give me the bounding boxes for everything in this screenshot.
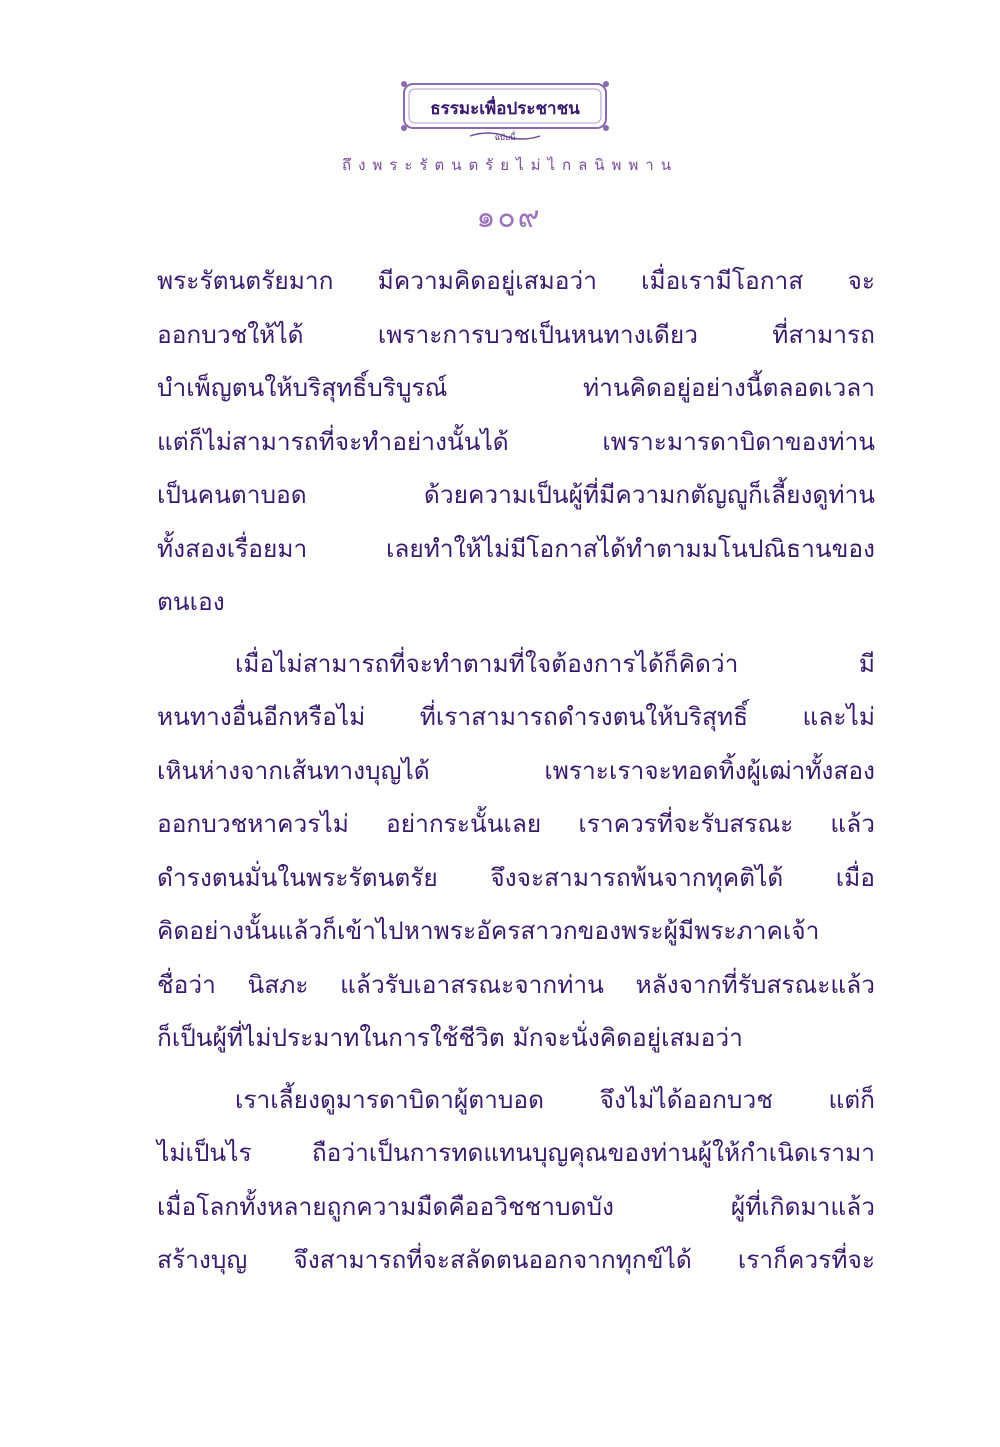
- text-line: บำเพ็ญตนให้บริสุทธิ์บริบูรณ์ ท่านคิดอยู่อย่างนี้ตลอดเวลา: [157, 373, 875, 402]
- logo-subtitle: ฉบับนี้: [494, 133, 516, 142]
- text-line: ออกบวชหาควรไม่ อย่ากระนั้นเลย เราควรที่จะรับสรณะ แล้ว: [157, 809, 875, 838]
- text-line: เมื่อไม่สามารถที่จะทำตามที่ใจต้องการได้ก็คิดว่า มี: [235, 648, 875, 678]
- publication-logo: [400, 78, 610, 144]
- text-line: เราเลี้ยงดูมารดาบิดาผู้ตาบอด จึงไม่ได้ออกบวช แต่ก็: [235, 1084, 875, 1114]
- text-line: สร้างบุญ จึงสามารถที่จะสลัดตนออกจากทุกข์ได้ เราก็ควรที่จะ: [157, 1245, 875, 1274]
- text-line: ทั้งสองเรื่อยมา เลยทำให้ไม่มีโอกาสได้ทำตามมโนปณิธานของ: [157, 533, 875, 563]
- text-line: หนทางอื่นอีกหรือไม่ ที่เราสามารถดำรงตนให้บริสุทธิ์ และไม่: [157, 702, 875, 731]
- text-line: ตนเอง: [157, 587, 225, 616]
- text-line: เหินห่างจากเส้นทางบุญได้ เพราะเราจะทอดทิ้งผู้เฒ่าทั้งสอง: [157, 755, 875, 785]
- text-line: ไม่เป็นไร ถือว่าเป็นการทดแทนบุญคุณของท่านผู้ให้กำเนิดเรามา: [157, 1138, 875, 1167]
- page-number: ๑๐๙: [476, 200, 542, 235]
- text-line: เป็นคนตาบอด ด้วยความเป็นผู้ที่มีความกตัญญูก็เลี้ยงดูท่าน: [157, 480, 875, 509]
- text-line: พระรัตนตรัยมาก มีความคิดอยู่เสมอว่า เมื่อเรามีโอกาส จะ: [157, 266, 875, 295]
- logo-title: ธรรมะเพื่อประชาชน: [430, 99, 580, 119]
- logo-frame-icon: [400, 78, 610, 144]
- body-text: [157, 254, 875, 1287]
- paragraph-gap: [157, 1065, 875, 1073]
- text-line: ดำรงตนมั่นในพระรัตนตรัย จึงจะสามารถพ้นจากทุคติได้ เมื่อ: [157, 862, 875, 892]
- text-line: ชื่อว่า นิสภะ แล้วรับเอาสรณะจากท่าน หลังจากที่รับสรณะแล้ว: [157, 969, 875, 999]
- text-line: ออกบวชให้ได้ เพราะการบวชเป็นหนทางเดียว ที่สามารถ: [157, 319, 875, 349]
- text-line: คิดอย่างนั้นแล้วก็เข้าไปหาพระอัครสาวกของพระผู้มีพระภาคเจ้า: [157, 916, 820, 945]
- paragraph-gap: [157, 629, 875, 637]
- text-line: เมื่อโลกทั้งหลายถูกความมืดคืออวิชชาบดบัง ผู้ที่เกิดมาแล้ว: [157, 1191, 875, 1221]
- text-line: ก็เป็นผู้ที่ไม่ประมาทในการใช้ชีวิต มักจะนั่งคิดอยู่เสมอว่า: [157, 1023, 743, 1052]
- running-header-title: ถึงพระรัตนตรัยไม่ไกลนิพพาน: [341, 156, 678, 174]
- text-line: แต่ก็ไม่สามารถที่จะทำอย่างนั้นได้ เพราะมารดาบิดาของท่าน: [157, 426, 875, 456]
